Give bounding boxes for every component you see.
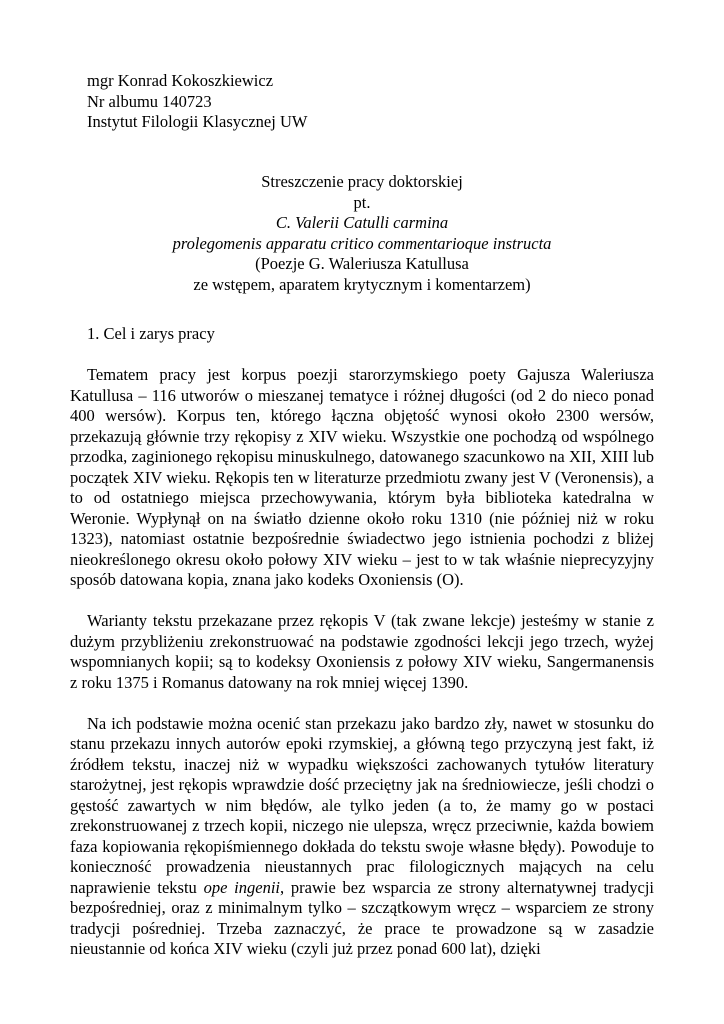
latin-title: C. Valerii Catulli carmina <box>275 213 449 232</box>
polish-subtitle: ze wstępem, aparatem krytycznym i komentarzem) <box>193 274 531 294</box>
author-block <box>87 71 307 133</box>
paragraph-1: Tematem pracy jest korpus poezji starorzymskiego poety Gajusza Waleriusza Katullusa – 116 utworów o mieszanej tematyce i różnej długości (od 2 do nieco ponad 400 wersów). Korpus ten, którego łączna objętość wynosi około 2300 wersów, przekazują głównie trzy rękopisy z XIV wieku. Wszystkie one pochodzą od wspólnego przodka, zaginionego rękopisu minuskulnego, datowanego szacunkowo na XII, XIII lub początek XIV wieku. Rękopis ten w literaturze przedmiotu zwany jest V (Veronensis), a to od ostatniego miejsca przechowywania, którym była biblioteka katedralna w Weronie. Wypłynął on na światło dzienne około roku 1310 (nie później niż w roku 1323), natomiast ostatnie bezpośrednie świadectwo jego istnienia pochodzi z bliżej nieokreślonego okresu około połowy XIV wieku – jest to w tak właśnie nieprecyzyjny sposób datowana kopia, znana jako kodeks Oxoniensis (O). <box>70 365 654 589</box>
latin-subtitle: prolegomenis apparatu critico commentarioque instructa <box>172 233 552 253</box>
album-number: Nr albumu 140723 <box>87 91 212 111</box>
paragraph-2: Warianty tekstu przekazane przez rękopis V (tak zwane lekcje) jesteśmy w stanie z dużym przybliżeniu zrekonstruować na podstawie zgodności lekcji jego trzech, wyżej wspomnianych kopii; są to kodeksy Oxoniensis z połowy XIV wieku, Sangermanensis z roku 1375 i Romanus datowany na rok mniej więcej 1390. <box>70 611 654 692</box>
latin-phrase: ope ingenii <box>203 877 280 897</box>
institute-name: Instytut Filologii Klasycznej UW <box>87 112 308 131</box>
title-prefix: pt. <box>353 192 371 212</box>
author-name: mgr Konrad Kokoszkiewicz <box>87 71 274 90</box>
polish-title: (Poezje G. Waleriusza Katullusa <box>255 254 469 273</box>
body-text <box>70 365 654 960</box>
paragraph-3-part-b: , prawie bez wsparcia ze strony alternatywnej tradycji bezpośredniej, oraz z minimalnym tylko – szczątkowym wręcz – wsparciem ze strony tradycji pośredniej. Trzeba zaznaczyć, że prace te prowadzone są w zasadzie nieustannie od końca XIV wieku (czyli już przez ponad 600 lat), dzięki <box>70 877 654 958</box>
paragraph-3 <box>70 714 654 960</box>
title-block <box>70 172 654 295</box>
section-heading: 1. Cel i zarys pracy <box>87 324 215 343</box>
summary-title: Streszczenie pracy doktorskiej <box>261 172 463 191</box>
paragraph-3-part-a: Na ich podstawie można ocenić stan przekazu jako bardzo zły, nawet w stosunku do stanu przekazu innych autorów epoki rzymskiej, a główną tego przyczyną jest fakt, iż źródłem tekstu, inaczej niż w wypadku większości zachowanych tytułów literatury starożytnej, jest rękopis wprawdzie dość przeciętny jak na średniowiecze, jeśli chodzi o gęstość zawartych w nim błędów, ale tylko jeden (a to, że mamy go w postaci zrekonstruowanej z trzech kopii, niczego nie ulepsza, wręcz przeciwnie, każda bowiem faza kopiowania rękopiśmiennego dokłada do tekstu swoje własne błędy). Powoduje to konieczność prowadzenia nieustannych prac filologicznych mających na celu naprawienie tekstu <box>70 713 654 897</box>
